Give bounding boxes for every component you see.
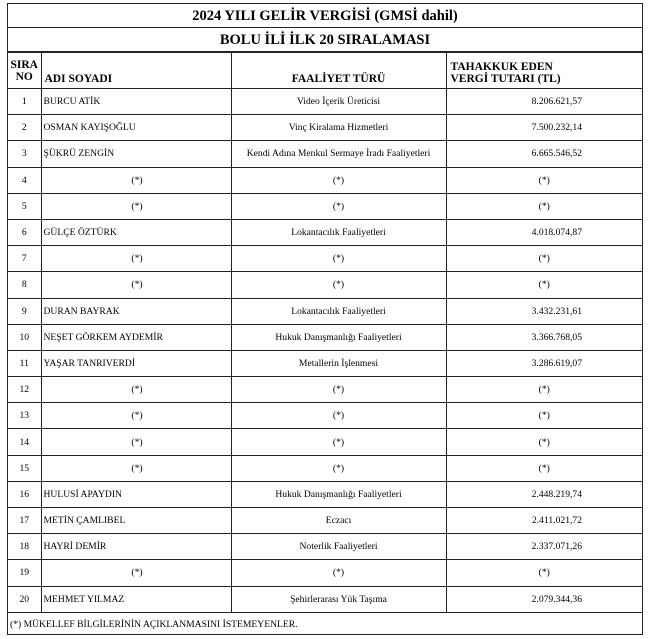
table-row xyxy=(8,141,642,167)
table-body xyxy=(8,89,642,613)
activity-cell: Eczacı xyxy=(231,508,446,534)
tax-amount-cell: (*) xyxy=(446,377,642,403)
footnote: (*) MÜKELLEF BİLGİLERİNİN AÇIKLANMASINI İSTEMEYENLER. xyxy=(10,619,298,630)
activity-cell: Hukuk Danışmanlığı Faaliyetleri xyxy=(231,481,446,507)
rank-cell: 4 xyxy=(8,167,41,193)
rank-cell: 20 xyxy=(8,586,41,612)
activity-cell: (*) xyxy=(231,429,446,455)
table-row xyxy=(8,324,642,350)
rank-cell: 9 xyxy=(8,298,41,324)
document-title: 2024 YILI GELİR VERGİSİ (GMSİ dahil) xyxy=(8,4,642,28)
rank-cell: 18 xyxy=(8,534,41,560)
activity-cell: (*) xyxy=(231,193,446,219)
header-name: ADI SOYADI xyxy=(41,53,231,89)
tax-amount-cell: (*) xyxy=(446,167,642,193)
table-row xyxy=(8,272,642,298)
activity-cell: (*) xyxy=(231,560,446,586)
rank-cell: 3 xyxy=(8,141,41,167)
tax-amount-cell: 2.448.219,74 xyxy=(446,481,642,507)
tax-amount-cell: (*) xyxy=(446,246,642,272)
rank-cell: 19 xyxy=(8,560,41,586)
activity-cell: Vinç Kiralama Hizmetleri xyxy=(231,115,446,141)
tax-amount-cell: (*) xyxy=(446,429,642,455)
activity-cell: (*) xyxy=(231,377,446,403)
name-cell: ŞÜKRÜ ZENGİN xyxy=(41,141,231,167)
name-cell: (*) xyxy=(41,560,231,586)
activity-cell: Hukuk Danışmanlığı Faaliyetleri xyxy=(231,324,446,350)
name-cell: (*) xyxy=(41,429,231,455)
table-row xyxy=(8,115,642,141)
name-cell: (*) xyxy=(41,246,231,272)
tax-amount-cell: 2.337.071,26 xyxy=(446,534,642,560)
activity-cell: (*) xyxy=(231,246,446,272)
name-cell: OSMAN KAYIŞOĞLU xyxy=(41,115,231,141)
rank-cell: 6 xyxy=(8,219,41,245)
document-subtitle: BOLU İLİ İLK 20 SIRALAMASI xyxy=(8,28,642,52)
activity-cell: Şehirlerarası Yük Taşıma xyxy=(231,586,446,612)
name-cell: NEŞET GÖRKEM AYDEMİR xyxy=(41,324,231,350)
name-cell: DURAN BAYRAK xyxy=(41,298,231,324)
table-row xyxy=(8,350,642,376)
tax-amount-cell: 2.079.344,36 xyxy=(446,586,642,612)
tax-amount-cell: 6.665.546,52 xyxy=(446,141,642,167)
name-cell: METİN ÇAMLIBEL xyxy=(41,508,231,534)
activity-cell: Metallerin İşlenmesi xyxy=(231,350,446,376)
tax-amount-cell: (*) xyxy=(446,455,642,481)
header-activity: FAALİYET TÜRÜ xyxy=(231,53,446,89)
activity-cell: Lokantacılık Faaliyetleri xyxy=(231,298,446,324)
activity-cell: (*) xyxy=(231,272,446,298)
table-row xyxy=(8,246,642,272)
rank-cell: 12 xyxy=(8,377,41,403)
rank-cell: 7 xyxy=(8,246,41,272)
name-cell: GÜLÇE ÖZTÜRK xyxy=(41,219,231,245)
rank-cell: 5 xyxy=(8,193,41,219)
ranking-table xyxy=(8,52,642,613)
name-cell: (*) xyxy=(41,455,231,481)
tax-amount-cell: (*) xyxy=(446,403,642,429)
activity-cell: Video İçerik Üreticisi xyxy=(231,89,446,115)
table-row xyxy=(8,429,642,455)
activity-cell: Noterlik Faaliyetleri xyxy=(231,534,446,560)
name-cell: (*) xyxy=(41,272,231,298)
ranking-table-frame xyxy=(7,3,643,635)
header-rank: SIRA NO xyxy=(8,53,41,89)
table-row xyxy=(8,89,642,115)
name-cell: HAYRİ DEMİR xyxy=(41,534,231,560)
header-tax: TAHAKKUK EDEN VERGİ TUTARI (TL) xyxy=(446,53,642,89)
rank-cell: 15 xyxy=(8,455,41,481)
tax-amount-cell: 3.286.619,07 xyxy=(446,350,642,376)
activity-cell: (*) xyxy=(231,167,446,193)
table-row xyxy=(8,403,642,429)
activity-cell: Kendi Adına Menkul Sermaye İradı Faaliyetleri xyxy=(231,141,446,167)
name-cell: (*) xyxy=(41,193,231,219)
name-cell: MEHMET YILMAZ xyxy=(41,586,231,612)
activity-cell: Lokantacılık Faaliyetleri xyxy=(231,219,446,245)
rank-cell: 2 xyxy=(8,115,41,141)
tax-amount-cell: 7.500.232,14 xyxy=(446,115,642,141)
name-cell: (*) xyxy=(41,403,231,429)
rank-cell: 10 xyxy=(8,324,41,350)
table-row xyxy=(8,534,642,560)
rank-cell: 14 xyxy=(8,429,41,455)
tax-amount-cell: 3.366.768,05 xyxy=(446,324,642,350)
tax-amount-cell: (*) xyxy=(446,193,642,219)
table-row xyxy=(8,586,642,612)
tax-amount-cell: 2.411.021,72 xyxy=(446,508,642,534)
table-row xyxy=(8,298,642,324)
table-row xyxy=(8,377,642,403)
rank-cell: 11 xyxy=(8,350,41,376)
name-cell: BURCU ATİK xyxy=(41,89,231,115)
tax-amount-cell: (*) xyxy=(446,560,642,586)
table-row xyxy=(8,455,642,481)
activity-cell: (*) xyxy=(231,455,446,481)
name-cell: YAŞAR TANRIVERDİ xyxy=(41,350,231,376)
table-row xyxy=(8,193,642,219)
tax-amount-cell: 3.432.231,61 xyxy=(446,298,642,324)
name-cell: (*) xyxy=(41,377,231,403)
table-row xyxy=(8,560,642,586)
table-row xyxy=(8,481,642,507)
table-row xyxy=(8,219,642,245)
activity-cell: (*) xyxy=(231,403,446,429)
rank-cell: 1 xyxy=(8,89,41,115)
tax-amount-cell: 4.018.074,87 xyxy=(446,219,642,245)
table-row xyxy=(8,508,642,534)
rank-cell: 8 xyxy=(8,272,41,298)
name-cell: (*) xyxy=(41,167,231,193)
table-header-row xyxy=(8,53,642,89)
rank-cell: 13 xyxy=(8,403,41,429)
rank-cell: 16 xyxy=(8,481,41,507)
tax-amount-cell: (*) xyxy=(446,272,642,298)
tax-amount-cell: 8.206.621,57 xyxy=(446,89,642,115)
name-cell: HULUSİ APAYDIN xyxy=(41,481,231,507)
table-row xyxy=(8,167,642,193)
rank-cell: 17 xyxy=(8,508,41,534)
